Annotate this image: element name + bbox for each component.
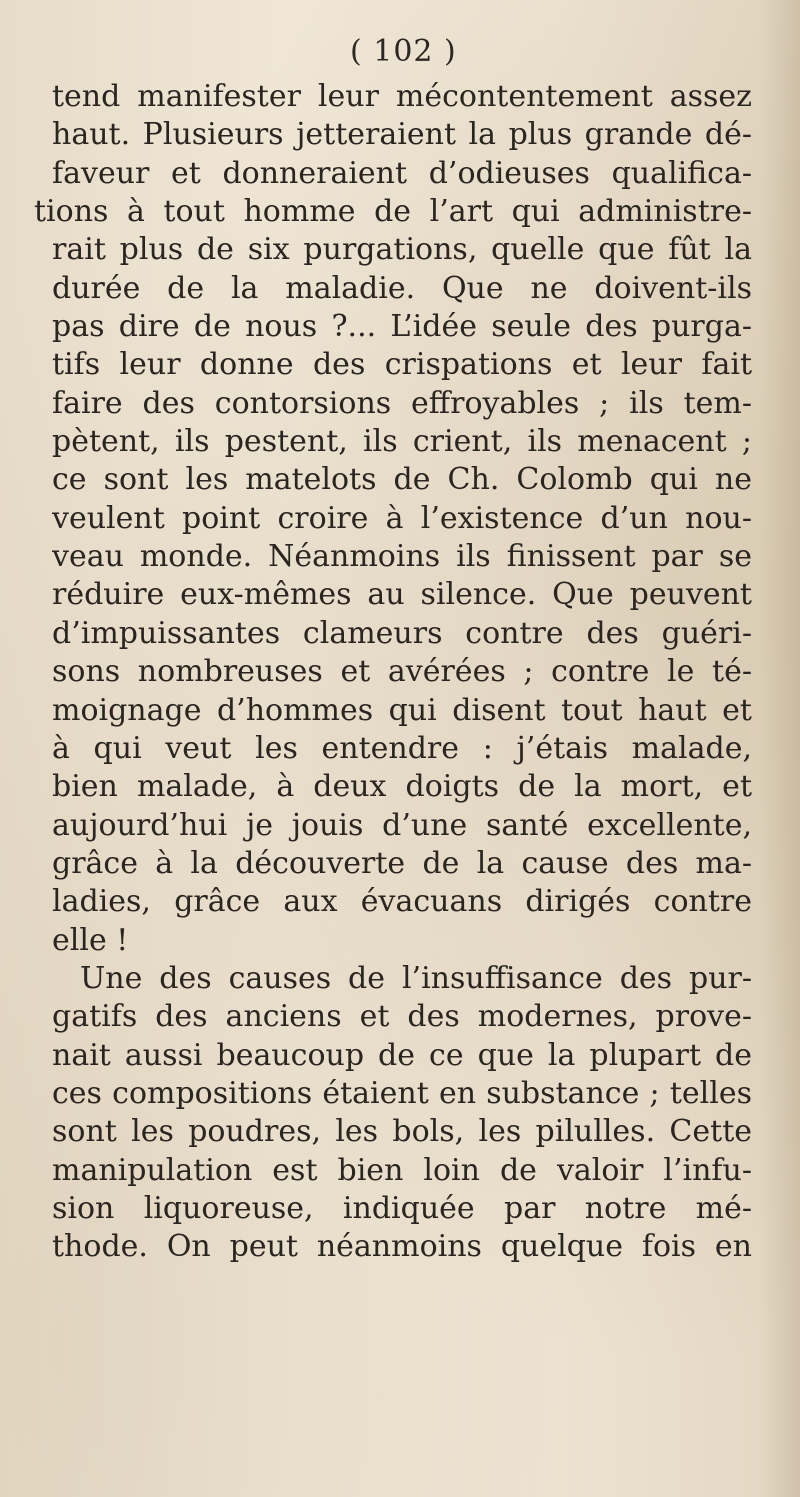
page-number: ( 102 ) bbox=[350, 34, 457, 69]
text-line: elle ! bbox=[52, 922, 129, 958]
text-line: manipulation est bien loin de valoir l’infu- bbox=[52, 1152, 752, 1188]
text-line: d’impuissantes clameurs contre des guéri- bbox=[52, 615, 752, 651]
text-line: Une des causes de l’insuffisance des pur- bbox=[80, 960, 752, 996]
text-line: nait aussi beaucoup de ce que la plupart de bbox=[52, 1037, 752, 1073]
text-line: faveur et donneraient d’odieuses qualifica- bbox=[52, 155, 752, 191]
text-line: grâce à la découverte de la cause des ma- bbox=[52, 845, 752, 881]
text-line: faire des contorsions effroyables ; ils tem- bbox=[52, 385, 752, 421]
text-line: bien malade, à deux doigts de la mort, et bbox=[52, 769, 752, 805]
text-line: pètent, ils pestent, ils crient, ils menacent ; bbox=[52, 424, 752, 460]
text-line: tend manifester leur mécontentement assez bbox=[52, 79, 752, 114]
body-text bbox=[34, 78, 752, 1267]
text-line: ce sont les matelots de Ch. Colomb qui ne bbox=[52, 462, 752, 498]
text-line: ces compositions étaient en substance ; telles bbox=[52, 1075, 752, 1111]
text-line: gatifs des anciens et des modernes, prove- bbox=[52, 999, 752, 1035]
text-line: ladies, grâce aux évacuans dirigés contre bbox=[52, 884, 752, 920]
text-line: haut. Plusieurs jetteraient la plus grande dé- bbox=[52, 117, 752, 153]
text-line: tifs leur donne des crispations et leur fait bbox=[52, 347, 752, 383]
text-line: veau monde. Néanmoins ils finissent par se bbox=[52, 539, 752, 575]
text-line: moignage d’hommes qui disent tout haut et bbox=[52, 692, 752, 728]
text-line: à qui veut les entendre : j’étais malade, bbox=[52, 730, 752, 766]
text-line: veulent point croire à l’existence d’un nou- bbox=[52, 500, 752, 536]
text-line: thode. On peut néanmoins quelque fois en bbox=[52, 1229, 752, 1265]
text-line: durée de la maladie. Que ne doivent-ils bbox=[52, 270, 752, 306]
text-line: sont les poudres, les bols, les pilulles. Cette bbox=[52, 1114, 752, 1150]
text-line: réduire eux-mêmes au silence. Que peuvent bbox=[52, 577, 752, 613]
text-line: tions à tout homme de l’art qui administre- bbox=[34, 194, 752, 230]
text-line: sion liquoreuse, indiquée par notre mé- bbox=[52, 1190, 752, 1226]
text-line: sons nombreuses et avérées ; contre le té- bbox=[52, 654, 752, 690]
text-line: aujourd’hui je jouis d’une santé excellente, bbox=[52, 807, 752, 843]
text-line: rait plus de six purgations, quelle que fût la bbox=[52, 232, 752, 268]
text-line: pas dire de nous ?... L’idée seule des purga- bbox=[52, 309, 752, 345]
page-edge-shadow bbox=[760, 0, 800, 1497]
